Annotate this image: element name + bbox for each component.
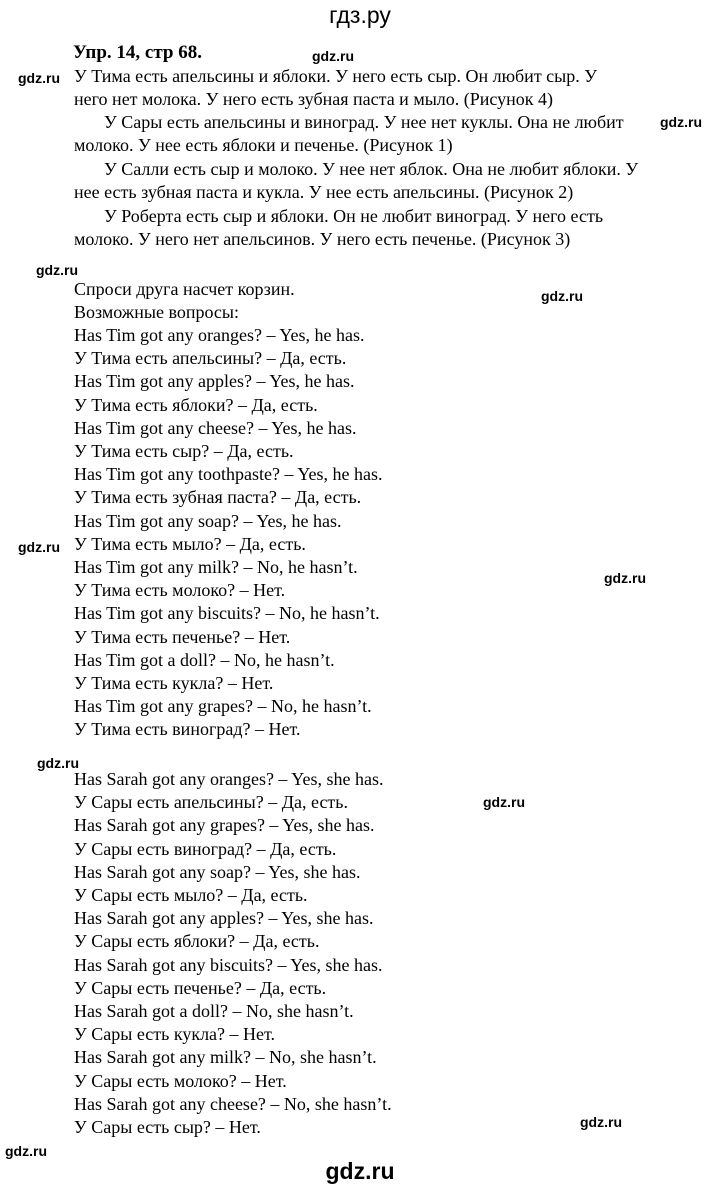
paragraph-line: молоко. У нее есть яблоки и печенье. (Рисунок 1)	[74, 135, 453, 155]
paragraph-line: молоко. У него нет апельсинов. У него есть печенье. (Рисунок 3)	[74, 229, 571, 249]
paragraph	[74, 158, 698, 204]
watermark: gdz.ru	[541, 288, 583, 304]
question-line: У Тима есть виноград? – Нет.	[74, 719, 301, 740]
question-line: У Сары есть молоко? – Нет.	[74, 1070, 287, 1091]
paragraph	[74, 65, 698, 111]
question-line: Has Sarah got any apples? – Yes, she has.	[74, 908, 374, 929]
question-line: У Сары есть виноград? – Да, есть.	[74, 838, 337, 859]
question-line: Has Sarah got any oranges? – Yes, she has.	[74, 769, 384, 789]
question-line: Has Tim got any grapes? – No, he hasn’t.	[74, 696, 372, 717]
site-header: гдз.ру	[329, 2, 391, 28]
question-line: У Тима есть апельсины? – Да, есть.	[74, 348, 347, 369]
intro-line: Возможные вопросы:	[74, 302, 239, 323]
question-line: У Сары есть сыр? – Нет.	[74, 1117, 261, 1138]
question-line: Has Sarah got any biscuits? – Yes, she has.	[74, 954, 383, 975]
paragraph	[74, 111, 698, 157]
watermark: gdz.ru	[36, 262, 78, 278]
paragraph-line: У Салли есть сыр и молоко. У нее нет яблок. Она не любит яблоки. У	[104, 159, 639, 179]
paragraph-line: него нет молока. У него есть зубная паста и мыло. (Рисунок 4)	[74, 89, 554, 109]
paragraph-line: У Роберта есть сыр и яблоки. Он не любит виноград. У него есть	[104, 206, 604, 226]
intro-line: Спроси друга насчет корзин.	[74, 279, 295, 299]
site-footer: gdz.ru	[325, 1158, 395, 1184]
watermark: gdz.ru	[580, 1114, 622, 1130]
question-line: У Сары есть мыло? – Да, есть.	[74, 885, 308, 906]
watermark: gdz.ru	[604, 570, 646, 586]
tim-questions	[74, 324, 383, 742]
question-line: Has Sarah got a doll? – No, she hasn’t.	[74, 1001, 354, 1022]
question-line: У Сары есть печенье? – Да, есть.	[74, 977, 327, 998]
paragraph-line: У Сары есть апельсины и виноград. У нее нет куклы. Она не любит	[104, 112, 624, 132]
exercise-title: Упр. 14, стр 68.	[73, 42, 202, 63]
watermark: gdz.ru	[37, 755, 79, 771]
question-line: Has Sarah got any cheese? – No, she hasn’t.	[74, 1093, 392, 1114]
watermark: gdz.ru	[5, 1143, 47, 1159]
question-line: У Тима есть кукла? – Нет.	[74, 673, 274, 694]
question-line: У Тима есть яблоки? – Да, есть.	[74, 394, 318, 415]
watermark: gdz.ru	[18, 70, 60, 86]
question-line: У Тима есть печенье? – Нет.	[74, 626, 291, 647]
watermark: gdz.ru	[18, 539, 60, 555]
question-line: Has Tim got a doll? – No, he hasn’t.	[74, 649, 335, 670]
question-line: У Тима есть сыр? – Да, есть.	[74, 441, 294, 462]
question-line: Has Sarah got any soap? – Yes, she has.	[74, 861, 361, 882]
paragraph-line: нее есть зубная паста и кукла. У нее есть апельсины. (Рисунок 2)	[74, 182, 574, 202]
question-line: Has Tim got any biscuits? – No, he hasn’t.	[74, 603, 380, 624]
question-line: Has Sarah got any grapes? – Yes, she has.	[74, 815, 375, 836]
question-line: Has Tim got any oranges? – Yes, he has.	[74, 325, 365, 345]
question-line: Has Tim got any cheese? – Yes, he has.	[74, 417, 357, 438]
question-line: У Тима есть мыло? – Да, есть.	[74, 533, 306, 554]
question-line: Has Sarah got any milk? – No, she hasn’t.	[74, 1047, 377, 1068]
question-line: У Сары есть яблоки? – Да, есть.	[74, 931, 320, 952]
watermark: gdz.ru	[483, 794, 525, 810]
question-line: Has Tim got any milk? – No, he hasn’t.	[74, 557, 358, 578]
watermark: gdz.ru	[660, 114, 702, 130]
question-line: Has Tim got any toothpaste? – Yes, he has.	[74, 464, 383, 485]
question-line: У Тима есть зубная паста? – Да, есть.	[74, 487, 362, 508]
question-line: У Тима есть молоко? – Нет.	[74, 580, 286, 601]
question-line: Has Tim got any apples? – Yes, he has.	[74, 371, 355, 392]
sarah-questions	[74, 768, 392, 1139]
paragraph-line: У Тима есть апельсины и яблоки. У него есть сыр. Он любит сыр. У	[74, 66, 598, 86]
question-line: У Сары есть кукла? – Нет.	[74, 1024, 276, 1045]
questions-intro	[74, 278, 295, 324]
question-line: У Сары есть апельсины? – Да, есть.	[74, 792, 349, 813]
paragraph	[74, 205, 698, 251]
question-line: Has Tim got any soap? – Yes, he has.	[74, 510, 342, 531]
watermark: gdz.ru	[312, 48, 354, 64]
